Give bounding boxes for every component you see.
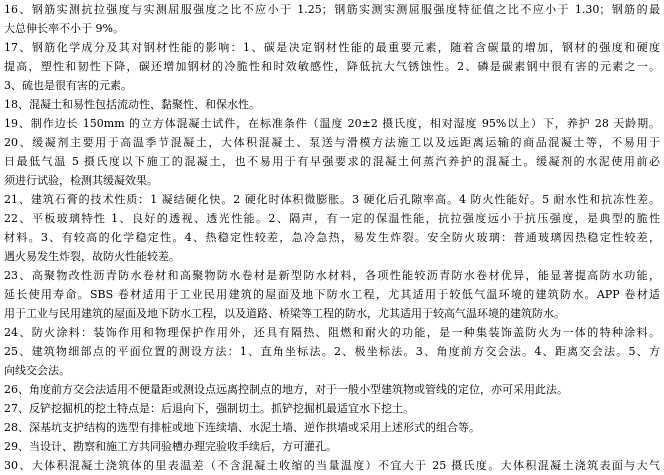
text-line: 29、当设计、勘察和施工方共同验槽办理完验收手续后，方可灌孔。 xyxy=(4,440,337,453)
text-line: 18、混凝土和易性包括流动性、黏聚性、和保水性。 xyxy=(4,98,260,111)
text-line: 遇火易发生炸裂，故防火性能较差。 xyxy=(4,250,180,263)
text-line: 17、钢筋化学成分及其对钢材性能的影响：1、碳是决定钢材性能的最重要元素，随着含碳量的增加，钢材的强度和硬度 xyxy=(4,41,660,54)
text-line: 日最低气温 5 摄氏度以下施工的混凝土，也不易用于有早强要求的混凝土何蒸汽养护的混凝土。缓凝剂的水泥使用前必 xyxy=(4,155,660,168)
text-line: 大总伸长率不小于 9%。 xyxy=(4,22,124,35)
text-line: 提高，塑性和韧性下降，碳还增加钢材的冷脆性和时效敏感性，降低抗大气锈蚀性。2、磷是碳素钢中很有害的元素之一。 xyxy=(4,60,660,73)
text-line: 16、钢筋实测抗拉强度与实测屈服强度之比不应小于 1.25；钢筋实测实测屈服强度特征值之比不应小于 1.30；钢筋的最 xyxy=(4,3,660,16)
text-line: 须进行试验，检测其缓凝效果。 xyxy=(4,174,158,187)
text-line: 用于工业与民用建筑的屋面及地下防水工程，以及道路、桥梁等工程的防水，尤其适用于较高气温环境的建筑防水。 xyxy=(4,307,565,320)
text-line: 延长使用寿命。SBS 卷材适用于工业民用建筑的屋面及地下防水工程，尤其适用于较低气温环境的建筑防水。APP 卷材适 xyxy=(4,288,660,301)
text-line: 30、大体积混凝土浇筑体的里表温差（不含混凝土收缩的当量温度）不宜大于 25 摄氏度。大体积混凝土浇筑表面与大气 xyxy=(4,459,660,472)
text-line: 向线交会法。 xyxy=(4,364,70,377)
text-line: 26、角度前方交会法适用不便量距或测设点远离控制点的地方，对于一般小型建筑物或管线的定位，亦可采用此法。 xyxy=(4,383,568,396)
text-line: 28、深基坑支护结构的选型有排桩或地下连续墙、水泥土墙、逆作拱墙或采用上述形式的组合等。 xyxy=(4,421,480,434)
text-line: 材料。3、有较高的化学稳定性。4、热稳定性较差，急冷急热，易发生炸裂。安全防火玻璃：普通玻璃因热稳定性较差， xyxy=(4,231,660,244)
text-line: 19、制作边长 150mm 的立方体混凝土试件，在标准条件（温度 20±2 摄氏度，相对湿度 95%以上）下，养护 28 天龄期。 xyxy=(4,117,660,130)
text-line: 21、建筑石膏的技术性质：1 凝结硬化快。2 硬化时体积微膨胀。3 硬化后孔隙率高。4 防火性能好。5 耐水性和抗冻性差。 xyxy=(4,193,660,206)
text-line: 3、硫也是很有害的元素。 xyxy=(4,79,132,92)
text-line: 27、反铲挖掘机的挖土特点是：后退向下，强制切土。抓铲挖掘机最适宜水下挖土。 xyxy=(4,402,414,415)
text-line: 24、防火涂料：装饰作用和物理保护作用外，还具有隔热、阻燃和耐火的功能，是一种集装饰盖防火为一体的特种涂料。 xyxy=(4,326,660,339)
text-line: 23、高聚物改性沥青防水卷材和高聚物防水卷材是新型防水材料，各项性能较沥青防水卷材优异，能显著提高防水功能， xyxy=(4,269,660,282)
text-line: 20、缓凝剂主要用于高温季节混凝土，大体积混凝土、泵送与滑模方法施工以及远距离运输的商品混凝土等，不易用于 xyxy=(4,136,660,149)
text-line: 22、平板玻璃特性 1、良好的透视、透光性能。2、隔声，有一定的保温性能，抗拉强度远小于抗压强度，是典型的脆性 xyxy=(4,212,660,225)
text-line: 25、建筑物细部点的平面位置的测设方法：1、直角坐标法。2、极坐标法。3、角度前方交会法。4、距离交会法。5、方 xyxy=(4,345,660,358)
